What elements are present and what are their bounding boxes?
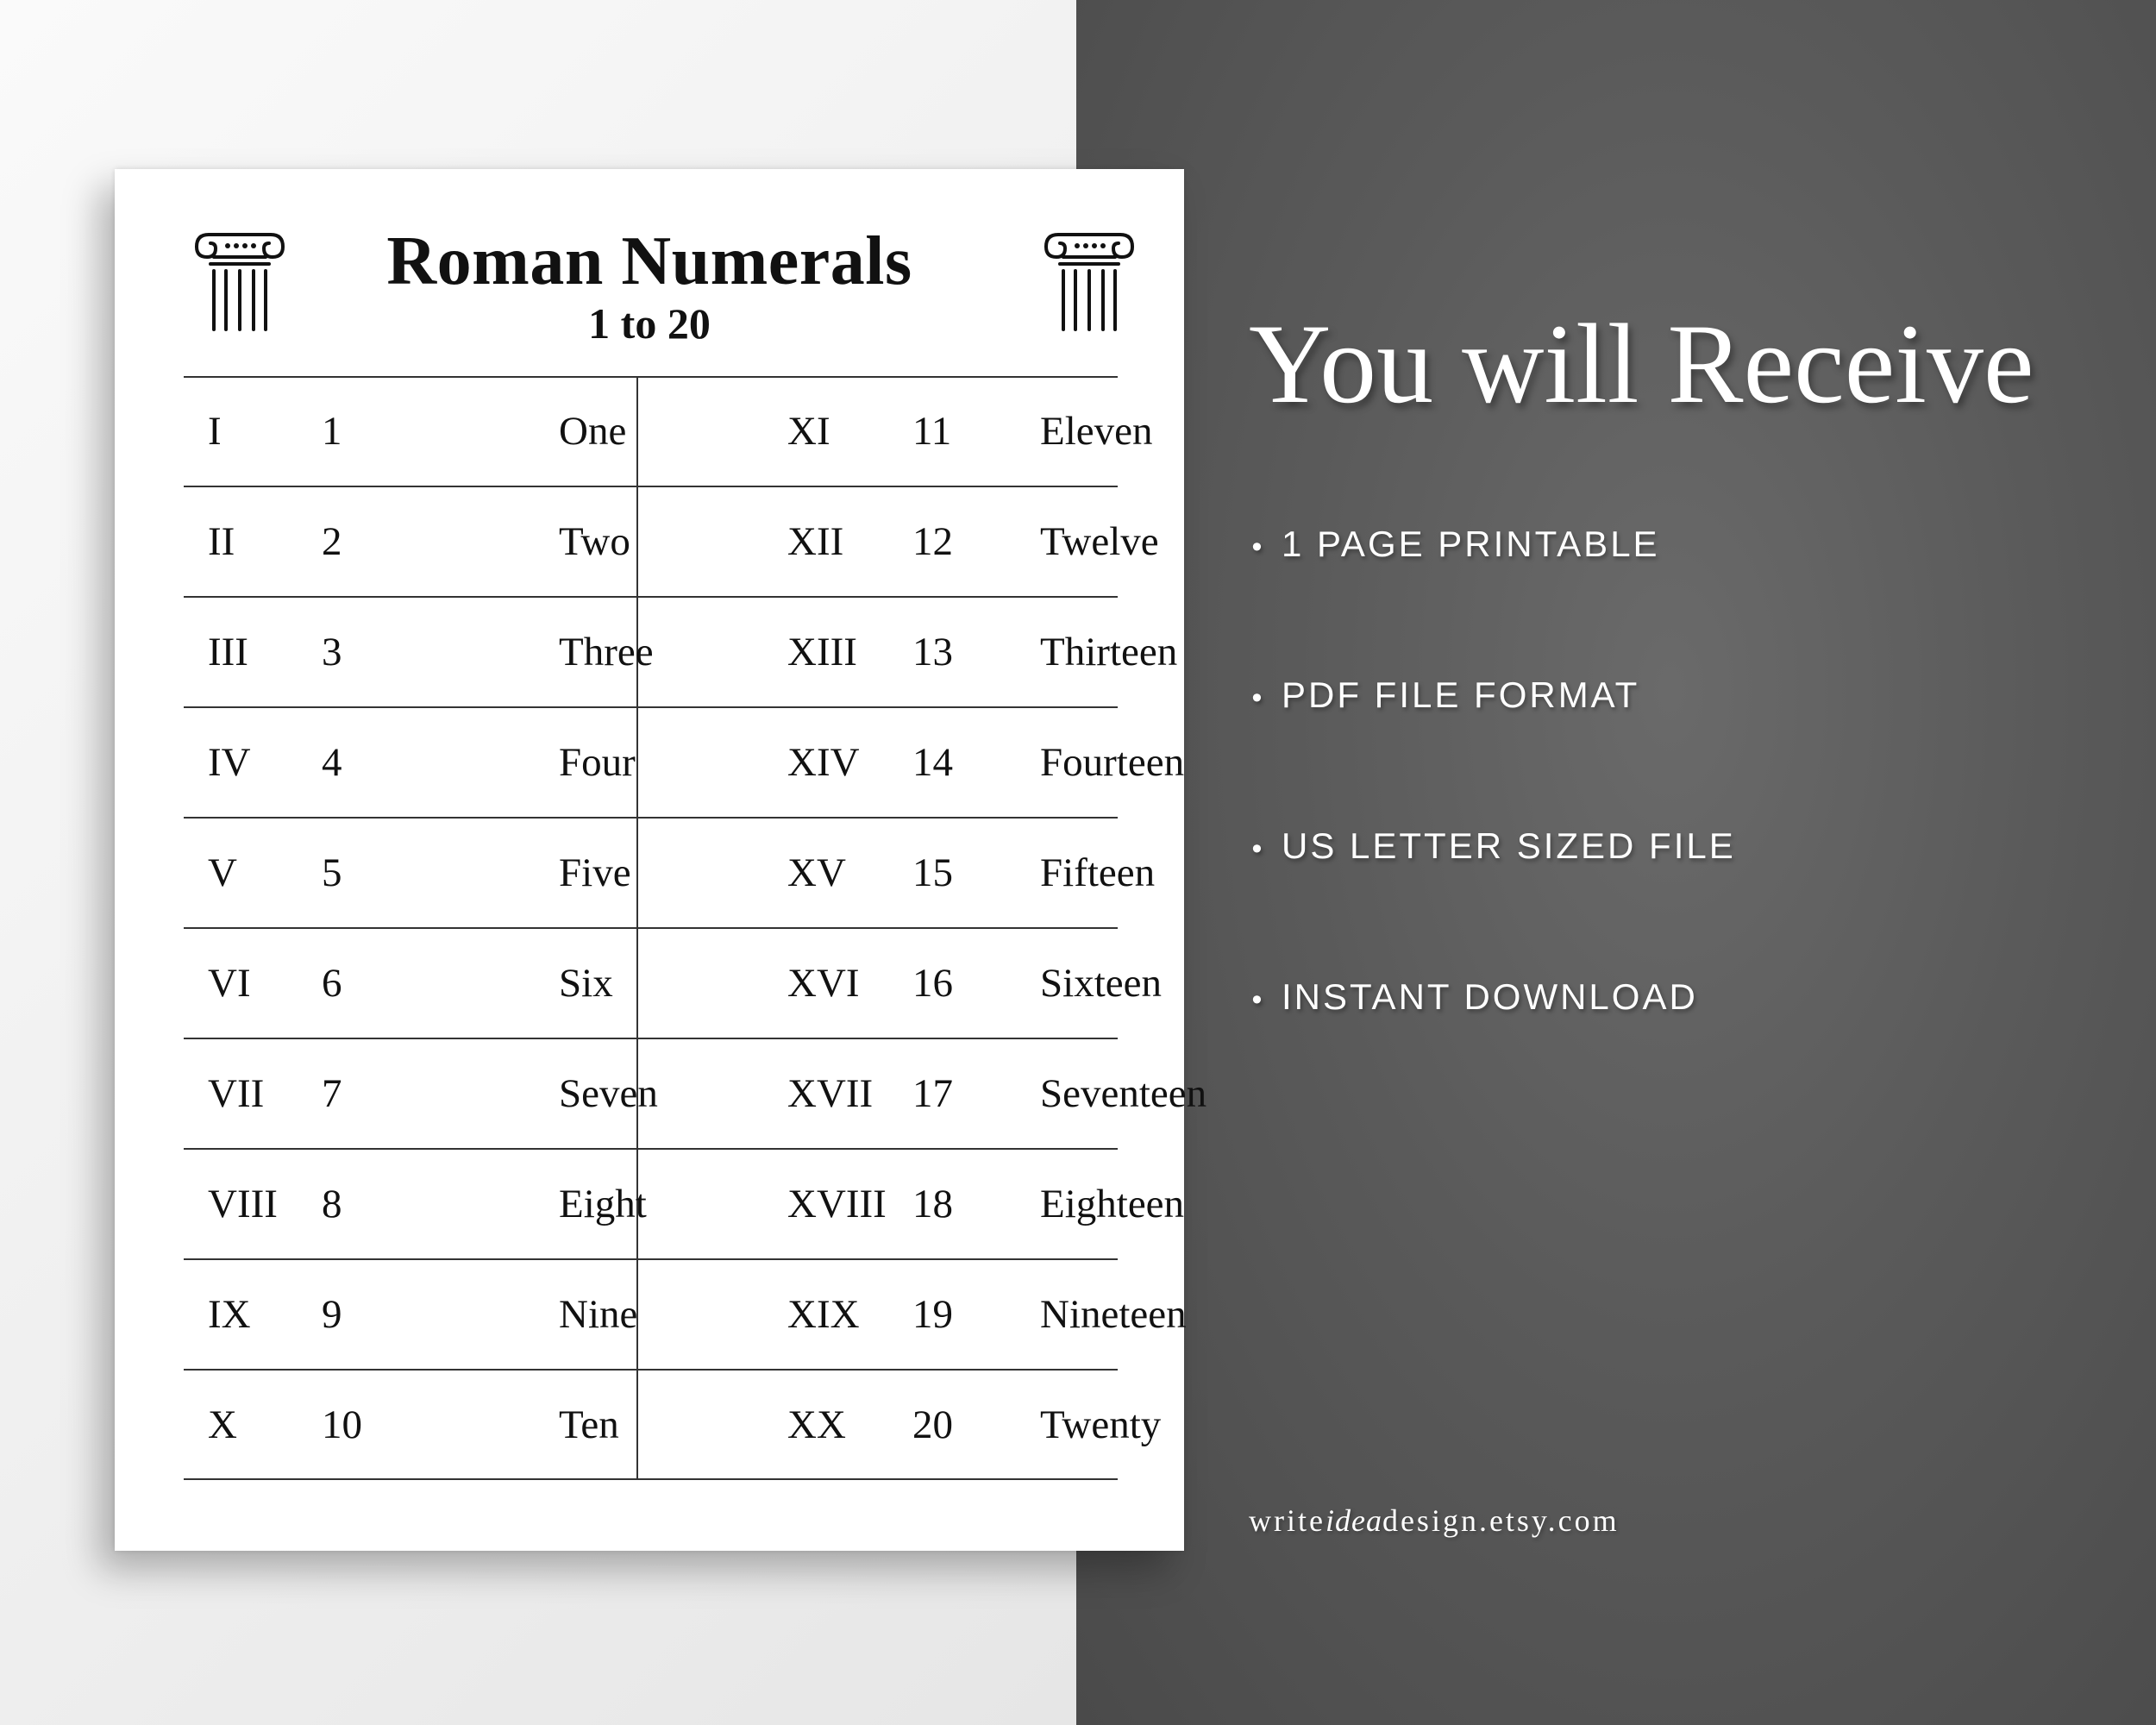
roman-cell: IV xyxy=(208,740,251,785)
roman-cell: XII xyxy=(787,519,844,564)
number-cell: 17 xyxy=(912,1071,953,1116)
feature-item xyxy=(1249,524,1660,565)
roman-cell: XVII xyxy=(787,1071,874,1116)
word-cell: Seventeen xyxy=(1040,1071,1207,1116)
word-cell: Fifteen xyxy=(1040,850,1156,895)
word-cell: Eighteen xyxy=(1040,1182,1185,1226)
word-cell: Eleven xyxy=(1040,409,1153,454)
word-cell: Four xyxy=(559,740,636,785)
word-cell: Fourteen xyxy=(1040,740,1185,785)
number-cell: 19 xyxy=(912,1292,953,1337)
bullet-icon: • xyxy=(1251,983,1265,1016)
number-cell: 20 xyxy=(912,1402,953,1447)
table-row xyxy=(184,486,1159,597)
number-cell: 7 xyxy=(322,1071,342,1116)
table-row xyxy=(184,818,1156,928)
word-cell: Thirteen xyxy=(1040,630,1178,674)
number-cell: 18 xyxy=(912,1182,953,1226)
word-cell: Seven xyxy=(559,1071,658,1116)
table-row xyxy=(184,1370,1162,1480)
website-suffix: design.etsy.com xyxy=(1382,1503,1620,1538)
number-cell: 10 xyxy=(322,1402,362,1447)
word-cell: Twelve xyxy=(1040,519,1159,564)
roman-cell: II xyxy=(208,519,235,564)
roman-cell: X xyxy=(208,1402,237,1447)
number-cell: 2 xyxy=(322,519,342,564)
word-cell: Six xyxy=(559,961,613,1006)
roman-cell: III xyxy=(208,630,248,674)
sheet-subtitle: 1 to 20 xyxy=(588,299,711,348)
feature-item xyxy=(1249,825,1736,867)
feature-item xyxy=(1249,976,1698,1018)
table-row xyxy=(184,928,1162,1038)
table-row xyxy=(184,1259,1187,1370)
feature-item xyxy=(1249,674,1639,716)
number-cell: 9 xyxy=(322,1292,342,1337)
promo-heading: You will Receive xyxy=(1249,300,2034,427)
number-cell: 12 xyxy=(912,519,953,564)
word-cell: Nine xyxy=(559,1292,638,1337)
word-cell: Nineteen xyxy=(1040,1292,1187,1337)
feature-label: INSTANT DOWNLOAD xyxy=(1282,976,1698,1017)
bullet-icon: • xyxy=(1251,681,1265,714)
number-cell: 4 xyxy=(322,740,342,785)
roman-cell: I xyxy=(208,409,222,454)
number-cell: 15 xyxy=(912,850,953,895)
roman-cell: XX xyxy=(787,1402,846,1447)
website-middle: idea xyxy=(1325,1503,1382,1538)
bullet-icon: • xyxy=(1251,832,1265,865)
word-cell: Five xyxy=(559,850,631,895)
website-prefix: write xyxy=(1249,1503,1326,1538)
website-link[interactable] xyxy=(1249,1502,1620,1539)
roman-cell: VII xyxy=(208,1071,265,1116)
roman-cell: XI xyxy=(787,409,830,454)
number-cell: 8 xyxy=(322,1182,342,1226)
number-cell: 1 xyxy=(322,409,342,454)
sheet-title: Roman Numerals xyxy=(386,223,912,299)
number-cell: 5 xyxy=(322,850,342,895)
word-cell: Eight xyxy=(559,1182,647,1226)
roman-cell: V xyxy=(208,850,237,895)
roman-cell: VIII xyxy=(208,1182,278,1226)
number-cell: 3 xyxy=(322,630,342,674)
table-row xyxy=(184,376,1153,486)
word-cell: One xyxy=(559,409,627,454)
word-cell: Three xyxy=(559,630,654,674)
feature-label: US LETTER SIZED FILE xyxy=(1282,825,1736,866)
roman-cell: IX xyxy=(208,1292,251,1337)
number-cell: 13 xyxy=(912,630,953,674)
number-cell: 16 xyxy=(912,961,953,1006)
bullet-icon: • xyxy=(1251,530,1265,563)
number-cell: 14 xyxy=(912,740,953,785)
word-cell: Ten xyxy=(559,1402,619,1447)
word-cell: Twenty xyxy=(1040,1402,1162,1447)
roman-cell: XV xyxy=(787,850,846,895)
roman-cell: XIII xyxy=(787,630,857,674)
printable-sheet xyxy=(115,169,1207,1551)
table-row xyxy=(184,1149,1185,1259)
roman-cell: XIX xyxy=(787,1292,860,1337)
number-cell: 6 xyxy=(322,961,342,1006)
word-cell: Two xyxy=(559,519,630,564)
roman-cell: VI xyxy=(208,961,251,1006)
table-row xyxy=(184,597,1178,707)
feature-label: 1 PAGE PRINTABLE xyxy=(1282,524,1660,564)
roman-cell: XVIII xyxy=(787,1182,887,1226)
table-rule xyxy=(184,1478,1118,1480)
roman-cell: XIV xyxy=(787,740,860,785)
table-row xyxy=(184,707,1185,818)
word-cell: Sixteen xyxy=(1040,961,1162,1006)
number-cell: 11 xyxy=(912,409,952,454)
table-row xyxy=(184,1038,1207,1149)
roman-cell: XVI xyxy=(787,961,860,1006)
feature-label: PDF FILE FORMAT xyxy=(1282,674,1640,715)
numerals-table xyxy=(184,376,1207,1480)
